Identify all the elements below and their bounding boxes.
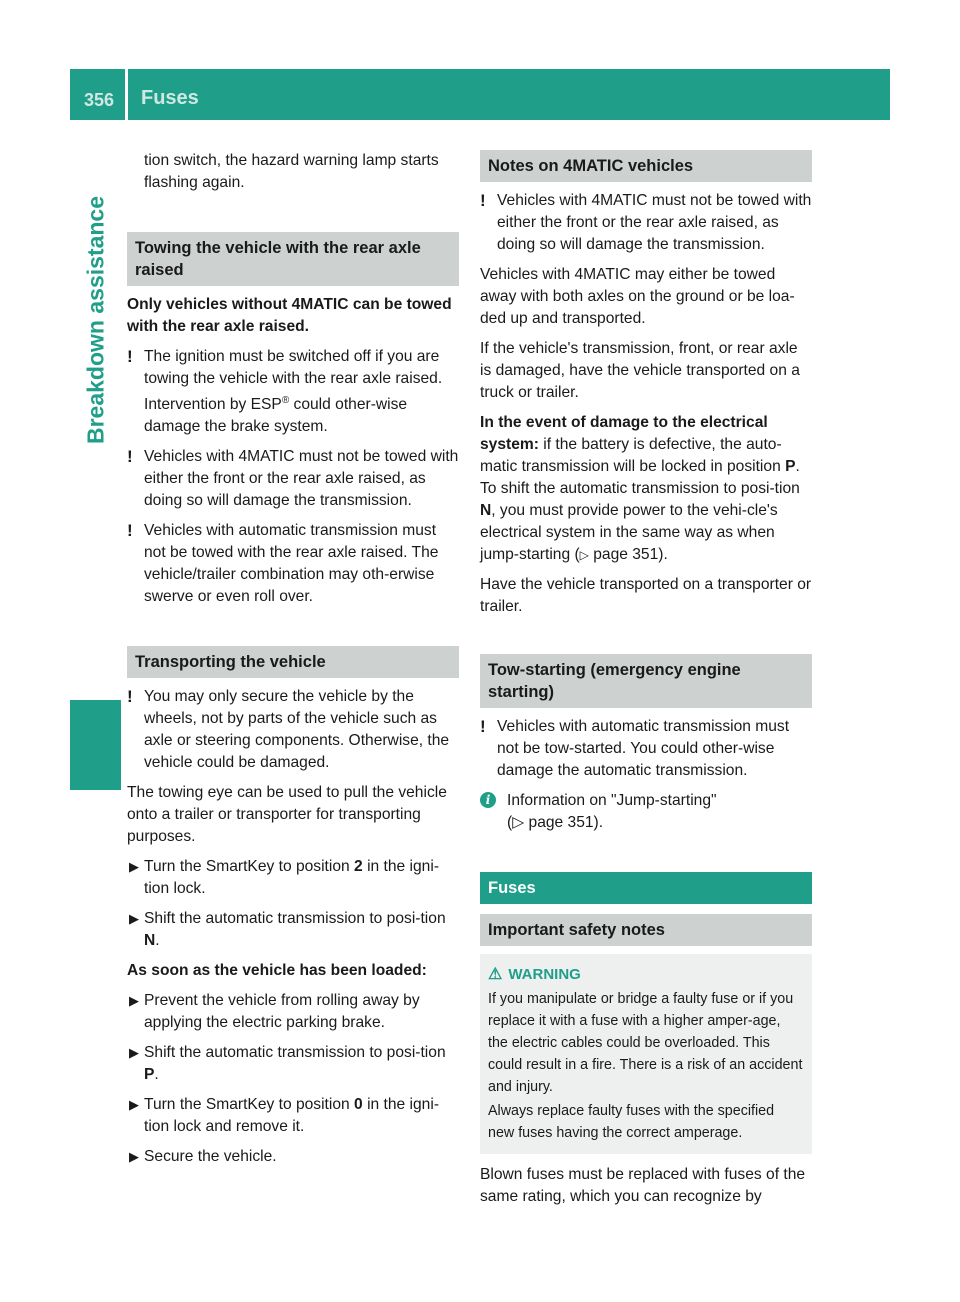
page-title: Fuses: [141, 87, 199, 109]
exclamation-icon: !: [480, 717, 486, 736]
step-arrow-icon: ▶: [129, 859, 139, 875]
section-heading-transporting: Transporting the vehicle: [127, 646, 459, 678]
section-heading-fuses: Fuses: [480, 872, 812, 904]
chapter-label: Breakdown assistance: [82, 195, 109, 445]
towing-eye-text: The towing eye can be used to pull the vehicle onto a trailer or transporter for transporting purposes.: [127, 784, 447, 846]
left-column: [127, 150, 459, 1176]
blown-fuses-text: Blown fuses must be replaced with fuses of the same rating, which you can recognize by: [480, 1166, 806, 1205]
warning-text: Always replace faulty fuses with the specified new fuses having the correct amperage.: [488, 1103, 775, 1141]
warning-triangle-icon: ⚠: [488, 966, 503, 983]
step-item: ▶ Turn the SmartKey to position 0 in the igni-tion lock and remove it.: [129, 1096, 440, 1136]
step-arrow-icon: ▶: [129, 993, 139, 1009]
info-icon: i: [480, 792, 496, 808]
note-secure-wheels: ! You may only secure the vehicle by the wheels, not by parts of the vehicle such as axle or steering components. Otherwise, the vehicle could be damaged.: [127, 687, 450, 772]
note-ignition: ! The ignition must be switched off if you are towing the vehicle with the rear axle raised. Intervention by ESP® could other-wise damage the brake system.: [127, 347, 443, 436]
warning-title: ⚠ WARNING: [488, 966, 581, 983]
info-jump-starting: i Information on "Jump-starting" (▷ page 351).: [480, 790, 812, 834]
exclamation-icon: !: [127, 347, 133, 366]
step-arrow-icon: ▶: [129, 1149, 139, 1165]
page-number: 356: [84, 90, 115, 110]
page-ref-arrow-icon: ▷: [579, 548, 589, 562]
section-heading-tow-starting: Tow-starting (emergency engine starting): [480, 654, 812, 708]
step-arrow-icon: ▶: [129, 1097, 139, 1113]
note-automatic: ! Vehicles with automatic transmission must not be towed with the rear axle raised. The vehicle/trailer combination may oth-erwise swerve or even roll over.: [127, 521, 439, 606]
section-heading-towing: Towing the vehicle with the rear axle raised: [127, 232, 459, 286]
note-tow-start: ! Vehicles with automatic transmission must not be tow-started. You could other-wise damage the automatic transmission.: [480, 717, 790, 779]
note-4matic-left: ! Vehicles with 4MATIC must not be towed with either the front or the rear axle raised, as doing so will damage the transmission.: [127, 447, 459, 510]
header-divider: [125, 69, 128, 120]
step-item: ▶ Turn the SmartKey to position 2 in the igni-tion lock.: [129, 858, 440, 898]
note-4matic-right: ! Vehicles with 4MATIC must not be towed with either the front or the rear axle raised, as doing so will damage the transmission.: [480, 191, 812, 253]
step-arrow-icon: ▶: [129, 911, 139, 927]
loaded-heading: As soon as the vehicle has been loaded:: [127, 962, 427, 980]
chapter-marker: [70, 700, 121, 790]
para-transporter: Have the vehicle transported on a transporter or trailer.: [480, 576, 812, 615]
step-item: ▶ Secure the vehicle.: [127, 1146, 459, 1168]
step-item: ▶ Shift the automatic transmission to posi-tion P.: [129, 1044, 446, 1084]
towing-subheading: Only vehicles without 4MATIC can be towed with the rear axle raised.: [127, 296, 452, 335]
intro-text: tion switch, the hazard warning lamp starts flashing again.: [144, 152, 439, 191]
exclamation-icon: !: [127, 447, 133, 467]
para-4matic-towing: Vehicles with 4MATIC may either be towed away with both axles on the ground or be loa-ded up and transported.: [480, 266, 795, 327]
warning-text: If you manipulate or bridge a faulty fuse or if you replace it with a fuse with a higher amper-age, the electric cables could be overloaded. This could result in a fire. There is a risk of an accident and injury.: [488, 991, 803, 1095]
para-damaged: If the vehicle's transmission, front, or rear axle is damaged, have the vehicle transported on a truck or trailer.: [480, 340, 800, 401]
step-item: ▶ Prevent the vehicle from rolling away by applying the electric parking brake.: [129, 992, 420, 1032]
para-electrical-damage: In the event of damage to the electrical system: if the battery is defective, the auto-matic transmission will be locked in position P. To shift the automatic transmission to posi-tion N, you must provide power to the vehi-cle's electrical system in the same way as when jump-starting (▷ page 351).: [480, 414, 800, 563]
section-heading-4matic: Notes on 4MATIC vehicles: [480, 150, 812, 182]
step-item: ▶ Shift the automatic transmission to posi-tion N.: [129, 910, 446, 950]
exclamation-icon: !: [127, 687, 133, 707]
exclamation-icon: !: [127, 521, 133, 541]
step-arrow-icon: ▶: [129, 1045, 139, 1061]
exclamation-icon: !: [480, 191, 486, 210]
right-column: [480, 150, 812, 1216]
section-heading-safety: Important safety notes: [480, 914, 812, 946]
warning-box: [480, 954, 812, 1154]
